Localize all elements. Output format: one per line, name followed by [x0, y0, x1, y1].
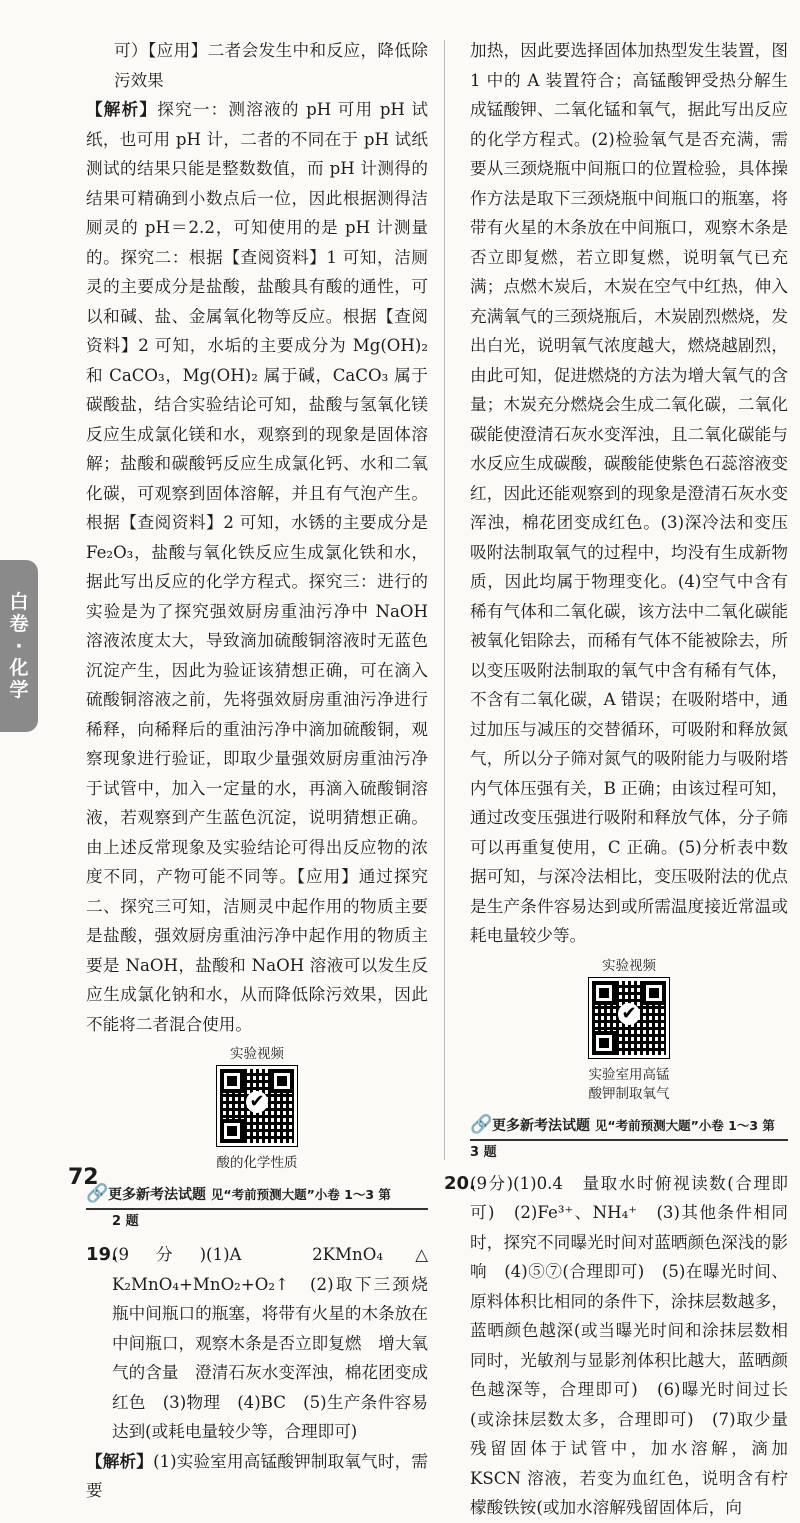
qr-caption-top: 实验视频 [602, 957, 656, 974]
column-divider [444, 40, 445, 1160]
right-para-1: 加热，因此要选择固体加热型发生装置，图 1 中的 A 装置符合；高锰酸钾受热分解生成锰酸钾、二氧化锰和氧气，据此写出反应的化学方程式。(2)检验氧气是否充满，需要从三颈烧瓶中间瓶口的位置检验，具体操作方法是取下三颈烧瓶中间瓶口的瓶塞，将带有火星的木条放在中间瓶口，观察木条是否立即复燃，若立即复燃，说明氧气已充满；点燃木炭后，木炭在空气中红热，伸入充满氧气的三颈烧瓶后，木炭剧烈燃烧，发出白光，说明氧气浓度越大，燃烧越剧烈，由此可知，促进燃烧的方法为增大氧气的含量；木炭充分燃烧会生成二氧化碳，二氧化碳能使澄清石灰水变浑浊，且二氧化碳能与水反应生成碳酸，碳酸能使紫色石蕊溶液变红，因此还能观察到的现象是澄清石灰水变浑浊，棉花团变成红色。(3)深冷法和变压吸附法制取氧气的过程中，均没有生成新物质，因此均属于物理变化。(4)空气中含有稀有气体和二氧化碳，该方法中二氧化碳能被氧化铝除去，而稀有气体不能被除去，所以变压吸附法制取的氧气中含有稀有气体，不含有二氧化碳，A 错误；在吸附塔中，通过加压与减压的交替循环，可吸附和释放氮气，所以分子筛对氮气的吸附能力与吸附塔内气体压强有关，B 正确；由该过程可知，通过改变压强进行吸附和释放气体，分子筛可以再重复使用，C 正确。(5)分析表中数据可知，与深冷法相比，变压吸附法的优点是生产条件容易达到或所需温度接近常温或耗电量较少等。 [470, 41, 788, 945]
more-sub: 2 题 [112, 1214, 139, 1229]
more-questions-banner [470, 1110, 788, 1141]
right-column [444, 36, 788, 1523]
analysis-tag: 【解析】 [86, 99, 158, 119]
question-number: 19. [86, 1244, 118, 1265]
question-19-answer: (9分)(1)A 2KMnO₄ △ K₂MnO₄+MnO₂+O₂↑ (2)取下三颈烧瓶中间瓶口的瓶塞，将带有火星的木条放在中间瓶口，观察木条是否立即复燃 增大氧气的含量 澄清石灰水变浑浊，棉花团变成红色 (3)物理 (4)BC (5)生产条件容易达到(或耗电量较少等，合理即可) [112, 1245, 428, 1441]
qr-caption-bottom-1: 实验室用高锰 [588, 1066, 670, 1083]
question-number: 20. [444, 1172, 476, 1194]
left-column [86, 36, 428, 1506]
qr-caption-bottom: 酸的化学性质 [216, 1155, 298, 1171]
more-questions-banner [86, 1179, 428, 1210]
more-ref: 见“考前预测大题”小卷 1～3 第 [594, 1117, 775, 1133]
left-analysis [86, 95, 428, 1039]
question-19-analysis [86, 1447, 428, 1506]
more-ref: 见“考前预测大题”小卷 1～3 第 [210, 1187, 391, 1202]
link-icon: 🔗 [86, 1183, 109, 1204]
qr-code[interactable] [217, 1066, 297, 1146]
qr-caption-top: 实验视频 [230, 1046, 284, 1062]
side-tab-label: 白卷·化学 [9, 591, 29, 701]
left-para-1: 可）【应用】二者会发生中和反应，降低除污效果 [114, 41, 428, 90]
check-icon: ✔ [618, 1003, 640, 1025]
subject-side-tab [0, 560, 38, 732]
qr-code[interactable] [589, 978, 669, 1058]
more-sub: 3 题 [470, 1144, 497, 1160]
check-icon: ✔ [246, 1091, 268, 1113]
qr-video-acid [86, 1045, 428, 1173]
analysis-text: 探究一：测溶液的 pH 可用 pH 试纸，也可用 pH 计，二者的不同在于 pH 试纸测试的结果只能是整数数值，而 pH 计测得的结果可精确到小数点后一位，因此根据测得洁厕灵的 pH＝2.2，可知使用的是 pH 计测量的。探究二：根据【查阅资料】1 可知，洁厕灵的主要成分是盐酸，盐酸具有酸的通性，可以和碱、盐、金属氧化物等反应。根据【查阅资料】2 可知，水垢的主要成分为 Mg(OH)₂ 和 CaCO₃，Mg(OH)₂ 属于碱，CaCO₃ 属于碳酸盐，结合实验结论可知，盐酸与氢氧化镁反应生成氯化镁和水，观察到的现象是固体溶解；盐酸和碳酸钙反应生成氯化钙、水和二氧化碳，可观察到固体溶解，并且有气泡产生。根据【查阅资料】2 可知，水锈的主要成分是 Fe₂O₃，盐酸与氧化铁反应生成氯化铁和水，据此写出反应的化学方程式。探究三：进行的实验是为了探究强效厨房重油污净中 NaOH 溶液浓度太大，导致滴加硫酸铜溶液时无蓝色沉淀产生，因此为验证该猜想正确，可在滴入硫酸铜溶液之前，先将强效厨房重油污净进行稀释，向稀释后的重油污净中滴加硫酸铜，观察现象进行验证，即取少量强效厨房重油污净于试管中，加入一定量的水，再滴入硫酸铜溶液，若观察到产生蓝色沉淀，说明猜想正确。由上述反常现象及实验结论可得出反应物的浓度不同，产物可能不同等。【应用】通过探究二、探究三可知，洁厕灵中起作用的物质主要是盐酸，强效厨房重油污净中起作用的物质主要是 NaOH，盐酸和 NaOH 溶液可以发生反应生成氯化钠和水，从而降低除污效果，因此不能将二者混合使用。 [86, 100, 428, 1034]
link-icon: 🔗 [470, 1113, 493, 1135]
question-20 [444, 1169, 788, 1523]
more-title: 更多新考法试题 [492, 1117, 590, 1134]
page-number: 72 [68, 1165, 99, 1190]
more-title: 更多新考法试题 [108, 1187, 206, 1203]
analysis-tag: 【解析】 [86, 1450, 154, 1471]
analysis-text: (1)实验室用高锰酸钾制取氧气时，需要 [86, 1451, 429, 1500]
qr-video-oxygen [470, 957, 788, 1104]
question-20-answer: (9分)(1)0.4 量取水时俯视读数(合理即可) (2)Fe³⁺、NH₄⁺ (3)其他条件相同时，探究不同曝光时间对蓝晒颜色深浅的影响 (4)⑤⑦(合理即可) (5)在曝光时间、原料体积比相同的条件下，涂抹层数越多，蓝晒颜色越深(或当曝光时间和涂抹层数相同时，光敏剂与显影剂体积比越大，蓝晒颜色越深等，合理即可) (6)曝光时间过长(或涂抹层数太多，合理即可) (7)取少量残留固体于试管中，加水溶解，滴加 KSCN 溶液，若变为血红色，说明含有柠檬酸铁铵(或加水溶解残留固体后，向 [470, 1173, 788, 1517]
qr-caption-bottom-2: 酸钾制取氧气 [588, 1085, 670, 1102]
question-19 [86, 1240, 428, 1447]
